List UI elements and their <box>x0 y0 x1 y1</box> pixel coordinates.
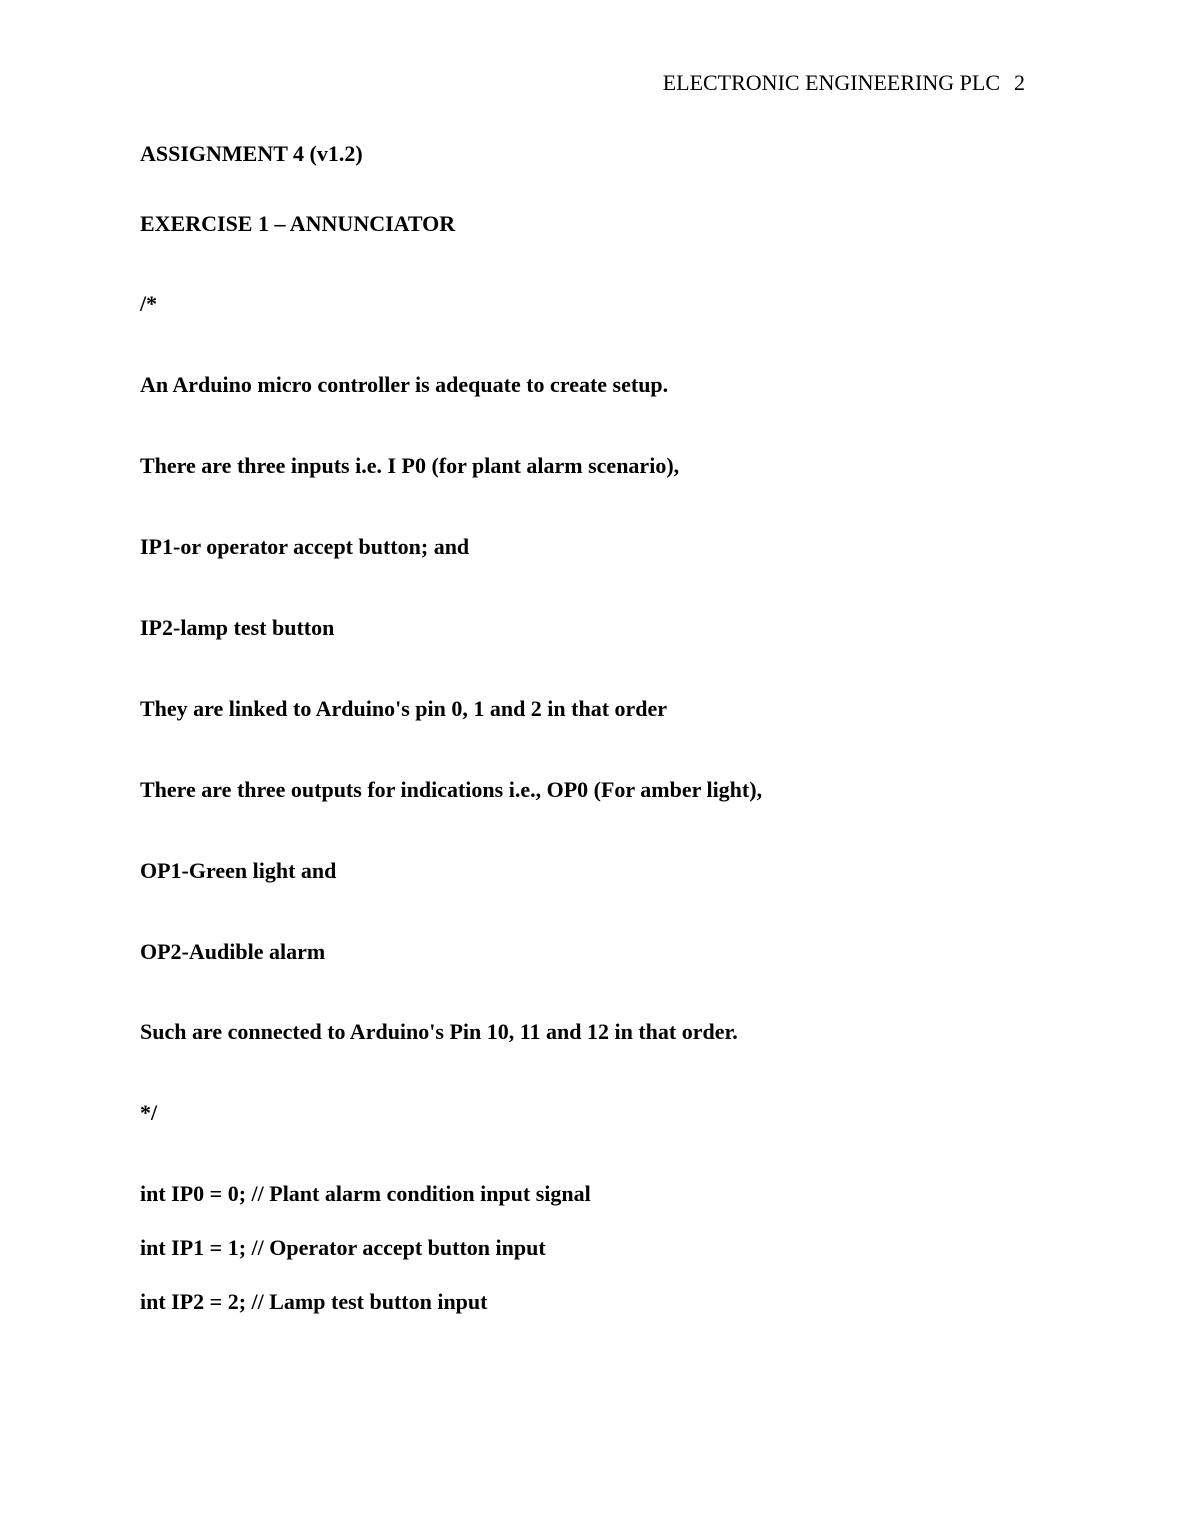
paragraph: There are three inputs i.e. I P0 (for plant alarm scenario), <box>140 453 680 478</box>
comment-close: */ <box>140 1100 158 1125</box>
paragraph: OP2-Audible alarm <box>140 939 326 964</box>
assignment-title: ASSIGNMENT 4 (v1.2) <box>140 141 363 166</box>
paragraph: An Arduino micro controller is adequate to create setup. <box>140 372 669 397</box>
page-number: 2 <box>1014 70 1025 95</box>
exercise-title: EXERCISE 1 – ANNUNCIATOR <box>140 211 456 236</box>
paragraph: There are three outputs for indications i.e., OP0 (For amber light), <box>140 777 763 802</box>
code-line: int IP0 = 0; // Plant alarm condition input signal <box>140 1181 591 1206</box>
code-line: int IP1 = 1; // Operator accept button input <box>140 1235 546 1260</box>
paragraph: They are linked to Arduino's pin 0, 1 and 2 in that order <box>140 696 668 721</box>
paragraph: IP2-lamp test button <box>140 615 335 640</box>
paragraph: Such are connected to Arduino's Pin 10, 11 and 12 in that order. <box>140 1019 738 1044</box>
paragraph: OP1-Green light and <box>140 858 337 883</box>
code-line: int IP2 = 2; // Lamp test button input <box>140 1289 488 1314</box>
running-head: ELECTRONIC ENGINEERING PLC <box>662 70 1000 95</box>
comment-open: /* <box>140 291 158 316</box>
page-header <box>663 70 1025 96</box>
paragraph: IP1-or operator accept button; and <box>140 534 470 559</box>
